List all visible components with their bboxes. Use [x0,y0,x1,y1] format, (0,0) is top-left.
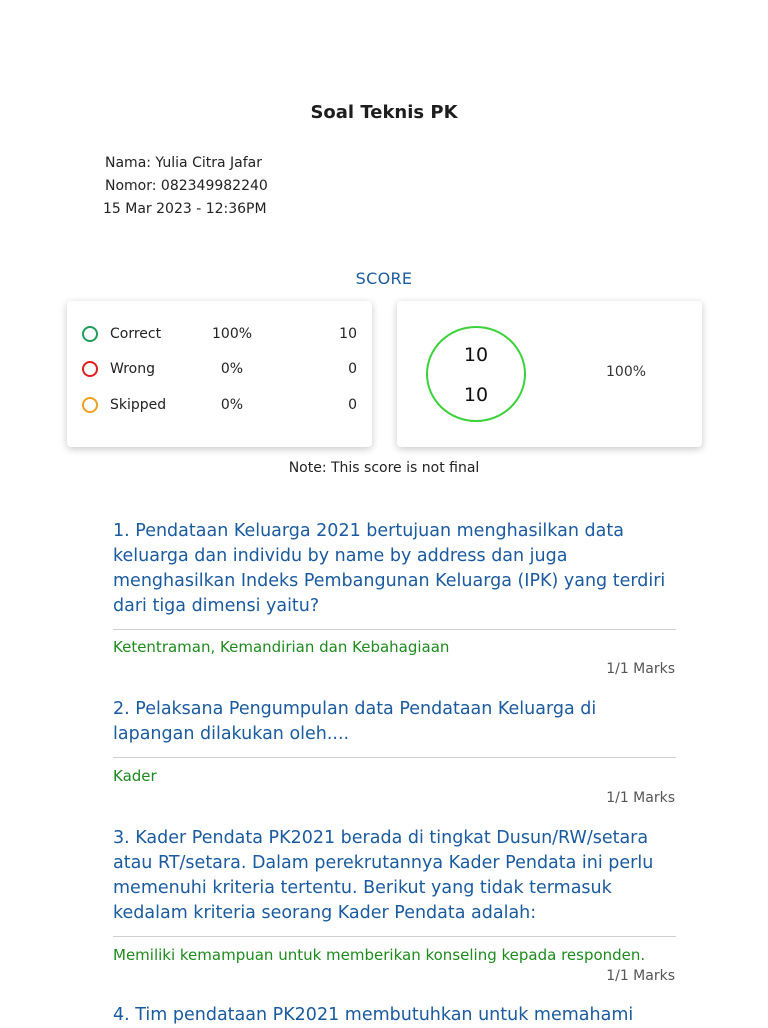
skipped-circle-icon [82,397,98,413]
score-note: Note: This score is not final [288,460,480,476]
stat-percent: 100% [212,326,253,342]
respondent-name: Nama: Yulia Citra Jafar [105,155,262,171]
score-ring-correct: 10 [463,344,489,366]
stat-percent: 0% [220,361,244,377]
question-text: 4. Tim pendataan PK2021 membutuhkan untuk memahami [113,1005,634,1025]
question-divider [113,757,676,758]
total-percent: 100% [606,364,647,380]
submission-datetime: 15 Mar 2023 - 12:36PM [103,201,267,217]
question-text: 3. Kader Pendata PK2021 berada di tingkat Dusun/RW/setara atau RT/setara. Dalam perekrutannya Kader Pendata ini perlu memenuhi kriteria tertentu. Berikut yang tidak termasuk kedalam kriteria seorang Kader Pendata adalah: [113,828,654,923]
marks-label: 1/1 Marks [606,968,675,984]
stat-label: Wrong [110,361,155,377]
answer-text: Kader [113,767,157,785]
stat-count: 0 [348,361,357,377]
stat-percent: 0% [220,397,244,413]
question-text: 2. Pelaksana Pengumpulan data Pendataan Keluarga di lapangan dilakukan oleh.... [113,699,597,744]
stat-row-wrong [82,361,357,381]
stat-row-correct [82,326,357,346]
wrong-circle-icon [82,361,98,377]
stat-count: 0 [348,397,357,413]
respondent-info [105,152,268,221]
page-title: Soal Teknis PK [310,102,458,123]
score-heading: SCORE [355,269,413,288]
question-divider [113,936,676,937]
question-divider [113,629,676,630]
stat-label: Correct [110,326,162,342]
score-ring-total: 10 [463,384,489,406]
score-breakdown-card [67,301,372,447]
stat-count: 10 [339,326,357,342]
stat-row-skipped [82,397,357,417]
marks-label: 1/1 Marks [606,661,675,677]
correct-circle-icon [82,326,98,342]
answer-text: Memiliki kemampuan untuk memberikan konseling kepada responden. [113,946,646,964]
score-total-card [397,301,702,447]
question-text: 1. Pendataan Keluarga 2021 bertujuan menghasilkan data keluarga dan individu by name by address dan juga menghasilkan Indeks Pembangunan Keluarga (IPK) yang terdiri dari tiga dimensi yaitu? [113,521,666,616]
score-ring [426,326,526,422]
marks-label: 1/1 Marks [606,790,675,806]
answer-text: Ketentraman, Kemandirian dan Kebahagiaan [113,638,450,656]
respondent-number: Nomor: 082349982240 [105,178,268,194]
stat-label: Skipped [110,397,167,413]
